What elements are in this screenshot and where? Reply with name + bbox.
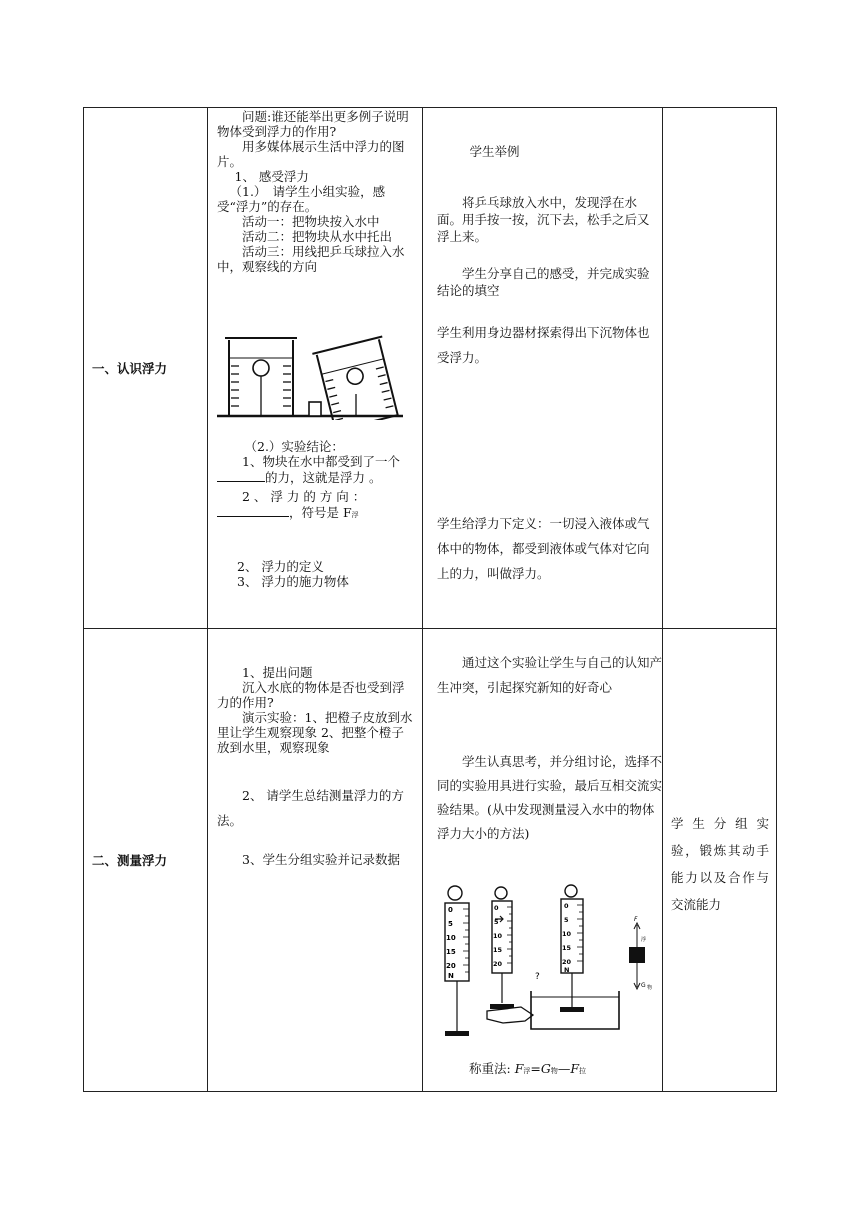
lesson-table xyxy=(83,107,777,1092)
scale1-block xyxy=(445,1031,469,1036)
conclusion-2-blank xyxy=(217,504,289,517)
design-intent-cell xyxy=(663,629,777,1092)
teacher-block-conclusion xyxy=(217,439,416,523)
scale3-tick-5: 5 xyxy=(564,916,569,924)
teacher-item1: 1、 感受浮力 xyxy=(234,169,309,184)
force-f-label: F xyxy=(634,916,638,923)
student-definition: 学生给浮力下定义：一切浸入液体或气体中的物体，都受到液体或气体对它向上的力，叫做浮力。 xyxy=(437,516,650,581)
scale2-tick-20: 20 xyxy=(493,960,503,968)
student-activity-cell xyxy=(423,629,663,1092)
teacher-m-question: 沉入水底的物体是否也受到浮力的作用? xyxy=(217,680,405,710)
teacher-block-bottom xyxy=(217,559,416,589)
conclusion-1-a: 1、物块在水中都受到了一个 xyxy=(242,454,400,469)
formula-g: G xyxy=(540,1061,551,1076)
teacher-sub1: （1.） 请学生小组实验，感受“浮力”的存在。 xyxy=(217,184,386,214)
teacher-multimedia: 用多媒体展示生活中浮力的图片。 xyxy=(217,139,405,169)
stage-cell xyxy=(84,108,208,629)
design-intent-row2: 学 生 分 组 实 验，锻炼其动手能力以及合作与交流能力 xyxy=(671,816,769,912)
teacher-block-measure xyxy=(217,665,416,755)
teacher-item2: 2、 浮力的定义 xyxy=(237,559,324,574)
stage-label: 一、认识浮力 xyxy=(92,361,168,376)
scale3-tick-15: 15 xyxy=(562,944,572,952)
scale1-tick-10: 10 xyxy=(446,934,456,942)
conclusion-1-b: 的力，这就是浮力 。 xyxy=(265,470,382,485)
student-activity-cell xyxy=(423,108,663,629)
spring-scale-figure xyxy=(429,883,655,1053)
force-block xyxy=(629,947,645,963)
teacher-activity-cell xyxy=(208,108,423,629)
row-recognize-buoyancy xyxy=(84,108,777,629)
student-share: 学生分享自己的感受，并完成实验结论的填空 xyxy=(437,266,650,298)
teacher-act2: 活动二：把物块从水中托出 xyxy=(242,229,393,244)
scale1-tick-15: 15 xyxy=(446,948,456,956)
scale2-tick-0: 0 xyxy=(494,904,499,912)
question-mark: ? xyxy=(535,972,540,982)
conclusion-1-blank xyxy=(217,469,265,482)
teacher-act1: 活动一：把物块按入水中 xyxy=(242,214,380,229)
formula-eq: = xyxy=(530,1061,541,1076)
formula-f2-sub: 拉 xyxy=(579,1067,587,1075)
teacher-m-item2: 2、 请学生总结测量浮力的方法。 xyxy=(217,788,404,828)
weighing-method-formula xyxy=(469,1059,586,1077)
stage-label: 二、测量浮力 xyxy=(92,853,168,868)
student-explore: 学生利用身边器材探索得出下沉物体也受浮力。 xyxy=(437,325,650,365)
force-f-label-sub: 浮 xyxy=(641,937,647,943)
student-pingpong: 将乒乓球放入水中，发现浮在水面。用手按一按，沉下去，松手之后又浮上来。 xyxy=(437,195,650,244)
beaker-figure xyxy=(215,328,405,420)
conclusion-2-line: 2 、 浮 力 的 方 向 ： xyxy=(242,489,366,504)
scale3-unit: N xyxy=(564,966,570,974)
scale1-tick-0: 0 xyxy=(448,906,453,914)
force-g-label-sub: 物 xyxy=(647,985,653,991)
teacher-question: 问题:谁还能举出更多例子说明物体受到浮力的作用? xyxy=(217,109,409,139)
student-example: 学生举例 xyxy=(469,144,520,159)
conclusion-2-b: ，符号是 F xyxy=(289,505,352,520)
scale2-tick-15: 15 xyxy=(493,946,503,954)
formula-f: F xyxy=(514,1061,524,1076)
scale1-tick-20: 20 xyxy=(446,962,456,970)
scale3-tick-0: 0 xyxy=(564,902,569,910)
formula-g-sub: 物 xyxy=(550,1067,558,1075)
scale1-unit: N xyxy=(448,972,454,980)
student-conflict: 通过这个实验让学生与自己的认知产生冲突，引起探究新知的好奇心 xyxy=(437,655,663,695)
teacher-m-item1: 1、提出问题 xyxy=(242,665,313,680)
teacher-item3: 3、 浮力的施力物体 xyxy=(237,574,349,589)
teacher-block-top xyxy=(217,109,416,274)
formula-minus: — xyxy=(557,1061,571,1076)
conclusion-2-sub: 浮 xyxy=(351,511,359,519)
conclusion-2 xyxy=(217,504,416,523)
row-measure-buoyancy xyxy=(84,629,777,1092)
student-discuss: 学生认真思考，并分组讨论，选择不同的实验用具进行实验，最后互相交流实验结果。(从中发现测量浸入水中的物体浮力大小的方法) xyxy=(437,754,663,841)
teacher-m-demo: 演示实验：1、把橙子皮放到水里让学生观察现象 2、把整个橙子放到水里，观察现象 xyxy=(217,710,413,755)
scale3-tick-20: 20 xyxy=(562,958,572,966)
hand-icon xyxy=(487,1007,533,1023)
teacher-act3: 活动三：用线把乒乓球拉入水中，观察线的方向 xyxy=(217,244,405,274)
formula-f2: F xyxy=(570,1061,580,1076)
force-g-label: G xyxy=(641,982,646,989)
teacher-m-item3: 3、学生分组实验并记录数据 xyxy=(242,852,400,867)
scale3-tick-10: 10 xyxy=(562,930,572,938)
conclusion-1 xyxy=(217,454,416,485)
design-intent-cell xyxy=(663,108,777,629)
formula-f-sub: 浮 xyxy=(523,1067,531,1075)
teacher-activity-cell xyxy=(208,629,423,1092)
stage-cell xyxy=(84,629,208,1092)
scale3-block xyxy=(560,1007,584,1012)
conclusion-title: （2.）实验结论： xyxy=(244,439,344,454)
scale2-tick-10: 10 xyxy=(493,932,503,940)
scale1-tick-5: 5 xyxy=(448,920,453,928)
scale2-tick-5: 5 xyxy=(494,918,499,926)
method-label: 称重法: xyxy=(469,1061,511,1076)
